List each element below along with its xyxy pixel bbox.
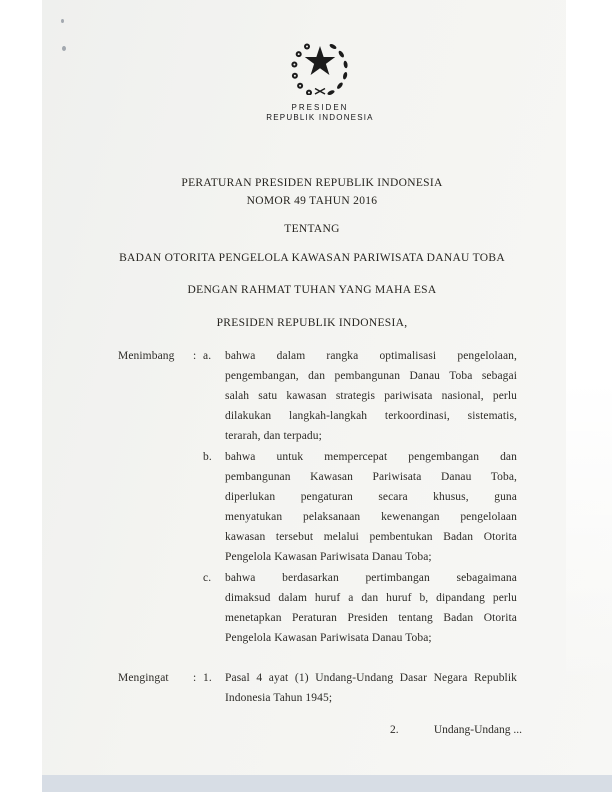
paragraph-line: bahwa untuk mempercepat pengembangan dan	[225, 451, 517, 463]
scanner-bed-strip	[42, 775, 612, 792]
letterhead-line1: PRESIDEN	[291, 103, 349, 112]
scan-corner-fade	[566, 0, 612, 690]
regulation-number: NOMOR 49 TAHUN 2016	[246, 195, 378, 207]
item-marker-b: b.	[203, 451, 212, 463]
paragraph-line: Pengelola Kawasan Pariwisata Danau Toba;	[225, 632, 432, 644]
regulation-title-line1: PERATURAN PRESIDEN REPUBLIK INDONESIA	[181, 177, 443, 189]
scan-speck	[61, 19, 64, 23]
paragraph-line: dimaksud dalam huruf a dan huruf b, dipandang perlu	[225, 592, 517, 604]
catchword	[390, 720, 522, 740]
considerans-paragraph-b	[225, 447, 517, 567]
menimbang-colon: :	[193, 350, 197, 362]
star-glyph	[305, 46, 335, 75]
paragraph-line: menyatukan pelaksanaan kewenangan pengelolaan	[225, 511, 517, 523]
paragraph-line: pembangunan Kawasan Pariwisata Danau Toba,	[225, 471, 517, 483]
menimbang-label: Menimbang	[118, 350, 175, 362]
paragraph-line: terarah, dan terpadu;	[225, 430, 322, 442]
document-page	[42, 0, 612, 775]
tentang-heading: TENTANG	[284, 223, 340, 235]
letterhead-line2: REPUBLIK INDONESIA	[266, 113, 374, 122]
paragraph-line: Indonesia Tahun 1945;	[225, 692, 333, 704]
paragraph-line: menetapkan Peraturan Presiden tentang Badan Otorita	[225, 612, 517, 624]
item-marker-a: a.	[203, 350, 212, 362]
legal-basis-paragraph-1	[225, 668, 517, 708]
rice-branch	[291, 44, 312, 96]
mengingat-label: Mengingat	[118, 672, 169, 684]
scan-speck	[62, 46, 66, 51]
paragraph-line: Pengelola Kawasan Pariwisata Danau Toba;	[225, 551, 432, 563]
paragraph-line: salah satu kawasan strategis pariwisata nasional, perlu	[225, 390, 517, 402]
considerans-paragraph-a	[225, 346, 517, 446]
presidential-seal-icon	[288, 37, 352, 95]
paragraph-line: kawasan tersebut melalui pembentukan Badan Otorita	[225, 531, 517, 543]
stem-cross	[315, 89, 325, 95]
mengingat-colon: :	[193, 672, 197, 684]
letterhead	[170, 103, 470, 123]
catchword-marker: 2.	[390, 724, 399, 736]
paragraph-line: Pasal 4 ayat (1) Undang-Undang Dasar Negara Republik	[225, 672, 517, 684]
item-marker-c: c.	[203, 572, 212, 584]
item-marker-1: 1.	[203, 672, 212, 684]
authority-line: PRESIDEN REPUBLIK INDONESIA,	[216, 317, 408, 329]
considerans-paragraph-c	[225, 568, 517, 648]
cotton-branch	[327, 43, 348, 95]
paragraph-line: dilakukan langkah-langkah terkoordinasi, sistematis,	[225, 410, 517, 422]
catchword-text: Undang-Undang ...	[433, 724, 522, 736]
paragraph-line: bahwa berdasarkan pertimbangan sebagaimana	[225, 572, 517, 584]
paragraph-line: diperlukan pengaturan secara khusus, guna	[225, 491, 517, 503]
paragraph-line: bahwa dalam rangka optimalisasi pengelolaan,	[225, 350, 517, 362]
paragraph-line: pengembangan, dan pembangunan Danau Toba sebagai	[225, 370, 517, 382]
regulation-subject: BADAN OTORITA PENGELOLA KAWASAN PARIWISATA DANAU TOBA	[119, 252, 505, 264]
invocation-line: DENGAN RAHMAT TUHAN YANG MAHA ESA	[187, 284, 437, 296]
